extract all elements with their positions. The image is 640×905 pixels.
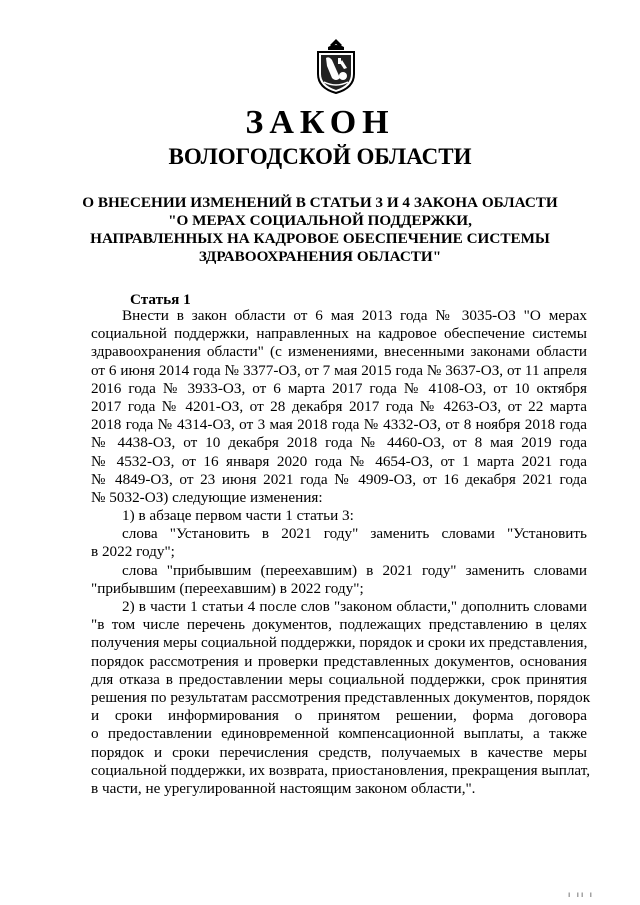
subject-line: "О МЕРАХ СОЦИАЛЬНОЙ ПОДДЕРЖКИ, bbox=[168, 212, 472, 229]
body-line: № 4849-ОЗ, от 23 июня 2021 года № 4909-ОЗ, от 16 декабря 2021 года bbox=[91, 470, 587, 488]
law-subject bbox=[0, 194, 640, 266]
body-line: порядок рассмотрения и проверки представленных документов, основания bbox=[91, 652, 587, 670]
body-line: получения меры социальной поддержки, порядок и сроки их представления, bbox=[91, 634, 588, 652]
body-line: № 4438-ОЗ, от 10 декабря 2018 года № 4460-ОЗ, от 8 мая 2019 года bbox=[91, 434, 587, 452]
article-body bbox=[91, 307, 591, 798]
scan-mark: ı ıı ı bbox=[568, 890, 594, 899]
body-line: "прибывшим (переехавшим) в 2022 году"; bbox=[91, 579, 364, 597]
body-line: 2016 года № 3933-ОЗ, от 6 марта 2017 года № 4108-ОЗ, от 10 октября bbox=[91, 379, 587, 397]
body-line: № 4532-ОЗ, от 16 января 2020 года № 4654-ОЗ, от 1 марта 2021 года bbox=[91, 452, 587, 470]
document-title: ЗАКОН bbox=[245, 104, 395, 141]
body-line: в части, не урегулированной настоящим законом области,". bbox=[91, 779, 476, 797]
body-line: решения по результатам рассмотрения представленных документов, порядок bbox=[91, 688, 591, 706]
subject-line: НАПРАВЛЕННЫХ НА КАДРОВОЕ ОБЕСПЕЧЕНИЕ СИСТЕМЫ bbox=[90, 230, 550, 247]
body-line: слова "прибывшим (переехавшим) в 2021 году" заменить словами bbox=[122, 561, 587, 579]
body-line: 2) в части 1 статьи 4 после слов "законом области," дополнить словами bbox=[122, 598, 587, 615]
document-region: ВОЛОГОДСКОЙ ОБЛАСТИ bbox=[168, 144, 472, 169]
body-line: № 5032-ОЗ) следующие изменения: bbox=[91, 488, 323, 506]
subject-line: О ВНЕСЕНИИ ИЗМЕНЕНИЙ В СТАТЬИ 3 И 4 ЗАКОНА ОБЛАСТИ bbox=[82, 194, 558, 211]
coat-of-arms-icon bbox=[314, 38, 358, 94]
body-line: социальной поддержки, направленных на кадровое обеспечение системы bbox=[91, 325, 587, 343]
body-line: и сроки информирования о принятом решении, форма договора bbox=[91, 707, 587, 725]
body-line: о предоставлении единовременной компенсационной выплаты, а также bbox=[91, 725, 587, 743]
body-line: социальной поддержки, их возврата, приостановления, прекращения выплат, bbox=[91, 761, 591, 779]
body-line: порядок и сроки перечисления средств, получаемых в качестве меры bbox=[91, 743, 587, 761]
body-line: 2017 года № 4201-ОЗ, от 28 декабря 2017 года № 4263-ОЗ, от 22 марта bbox=[91, 397, 587, 415]
body-line: от 6 июня 2014 года № 3377-ОЗ, от 7 мая 2015 года № 3637-ОЗ, от 11 апреля bbox=[91, 361, 587, 379]
body-line: здравоохранения области" (с изменениями, внесенными законами области bbox=[91, 343, 587, 361]
body-line: слова "Установить в 2021 году" заменить словами "Установить bbox=[122, 525, 587, 543]
body-line: в 2022 году"; bbox=[91, 543, 175, 561]
body-line: 2018 года № 4314-ОЗ, от 3 мая 2018 года № 4332-ОЗ, от 8 ноября 2018 года bbox=[91, 416, 587, 434]
body-line: "в том числе перечень документов, подлежащих представлению в целях bbox=[91, 616, 587, 634]
body-line: для отказа в предоставлении меры социальной поддержки, срок принятия bbox=[91, 670, 587, 688]
body-line: Внести в закон области от 6 мая 2013 года № 3035-ОЗ "О мерах bbox=[122, 307, 587, 324]
body-line: 1) в абзаце первом части 1 статьи 3: bbox=[122, 507, 354, 525]
article-heading: Статья 1 bbox=[130, 291, 191, 308]
subject-line: ЗДРАВООХРАНЕНИЯ ОБЛАСТИ" bbox=[198, 248, 442, 265]
